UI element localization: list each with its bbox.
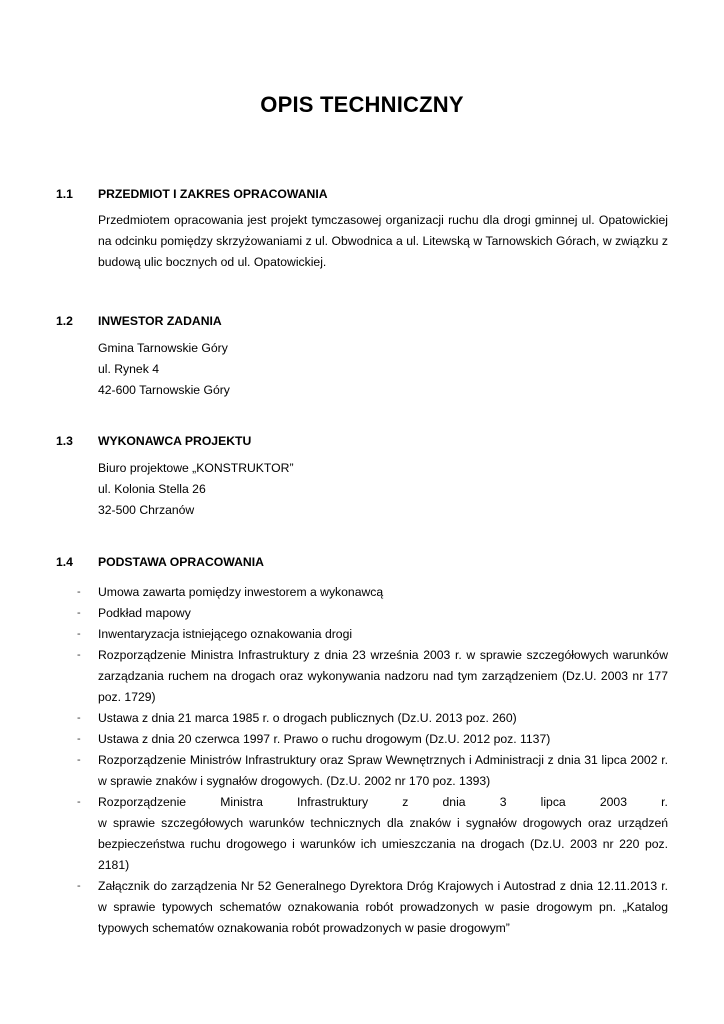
list-item bbox=[0, 792, 668, 876]
basis-list bbox=[0, 582, 724, 939]
bullet-dash: - bbox=[77, 586, 81, 598]
section-contractor bbox=[0, 434, 724, 517]
address-line: 42-600 Tarnowskie Góry bbox=[98, 383, 230, 397]
section-heading: PRZEDMIOT I ZAKRES OPRACOWANIA bbox=[98, 187, 328, 201]
list-item: - Ustawa z dnia 20 czerwca 1997 r. Prawo o ruchu drogowym (Dz.U. 2012 poz. 1137) bbox=[0, 729, 668, 750]
section-number: 1.4 bbox=[56, 555, 73, 569]
section-header bbox=[0, 314, 724, 332]
bullet-dash: - bbox=[77, 880, 81, 892]
section-heading: INWESTOR ZADANIA bbox=[98, 314, 222, 328]
section-header bbox=[0, 187, 724, 205]
section-number: 1.1 bbox=[56, 187, 73, 201]
section-header bbox=[0, 434, 724, 452]
section-header bbox=[0, 555, 724, 573]
section-basis bbox=[0, 555, 724, 935]
bullet-dash: - bbox=[77, 754, 81, 766]
bullet-dash: - bbox=[77, 628, 81, 640]
section-number: 1.2 bbox=[56, 314, 73, 328]
bullet-dash: - bbox=[77, 607, 81, 619]
bullet-dash: - bbox=[77, 796, 81, 808]
bullet-dash: - bbox=[77, 649, 81, 661]
contractor-address bbox=[98, 458, 294, 521]
section-paragraph: Przedmiotem opracowania jest projekt tymczasowej organizacji ruchu dla drogi gminnej ul. Opatowickiej na odcinku pomiędzy skrzyżowaniami z ul. Obwodnica a ul. Litewską w Tarnowskich Górach, w związku z budową ulic bocznych od ul. Opatowickiej. bbox=[98, 213, 668, 269]
list-item: - Rozporządzenie Ministrów Infrastruktury oraz Spraw Wewnętrznych i Administracji z dnia 31 lipca 2002 r. w sprawie znaków i sygnałów drogowych. (Dz.U. 2002 nr 170 poz. 1393) bbox=[0, 750, 668, 792]
investor-address bbox=[98, 338, 230, 401]
item-continuation: w sprawie szczegółowych warunków technicznych dla znaków i sygnałów drogowych oraz urządzeń bezpieczeństwa ruchu drogowego i warunków ich umieszczania na drogach (Dz.U. 2003 nr 220 poz. 2181) bbox=[98, 816, 668, 872]
section-heading: WYKONAWCA PROJEKTU bbox=[98, 434, 252, 448]
list-item: - Inwentaryzacja istniejącego oznakowania drogi bbox=[0, 624, 668, 645]
section-investor bbox=[0, 314, 724, 397]
list-item: - Załącznik do zarządzenia Nr 52 Generalnego Dyrektora Dróg Krajowych i Autostrad z dnia 12.11.2013 r. w sprawie typowych schematów oznakowania robót prowadzonych w pasie drogowym pn. „Katalog typowych schematów oznakowania robót prowadzonych w pasie drogowym” bbox=[0, 876, 668, 939]
list-item: - Ustawa z dnia 21 marca 1985 r. o drogach publicznych (Dz.U. 2013 poz. 260) bbox=[0, 708, 668, 729]
list-item: - Podkład mapowy bbox=[0, 603, 668, 624]
list-item: - Umowa zawarta pomiędzy inwestorem a wykonawcą bbox=[0, 582, 668, 603]
spread-line: Rozporządzenie Ministra Infrastruktury z dnia 3 lipca 2003 r. bbox=[98, 795, 668, 809]
section-subject-scope bbox=[0, 187, 724, 269]
address-line: ul. Rynek 4 bbox=[98, 362, 159, 376]
bullet-dash: - bbox=[77, 733, 81, 745]
address-line: ul. Kolonia Stella 26 bbox=[98, 482, 206, 496]
document-title: OPIS TECHNICZNY bbox=[260, 92, 464, 117]
address-line: Gmina Tarnowskie Góry bbox=[98, 341, 228, 355]
list-item: - Rozporządzenie Ministra Infrastruktury z dnia 23 września 2003 r. w sprawie szczegółowych warunków zarządzania ruchem na drogach oraz wykonywania nadzoru nad tym zarządzeniem (Dz.U. 2003 nr 177 poz. 1729) bbox=[0, 645, 668, 708]
section-heading: PODSTAWA OPRACOWANIA bbox=[98, 555, 264, 569]
address-line: 32-500 Chrzanów bbox=[98, 503, 195, 517]
address-line: Biuro projektowe „KONSTRUKTOR” bbox=[98, 461, 294, 475]
bullet-dash: - bbox=[77, 712, 81, 724]
section-number: 1.3 bbox=[56, 434, 73, 448]
